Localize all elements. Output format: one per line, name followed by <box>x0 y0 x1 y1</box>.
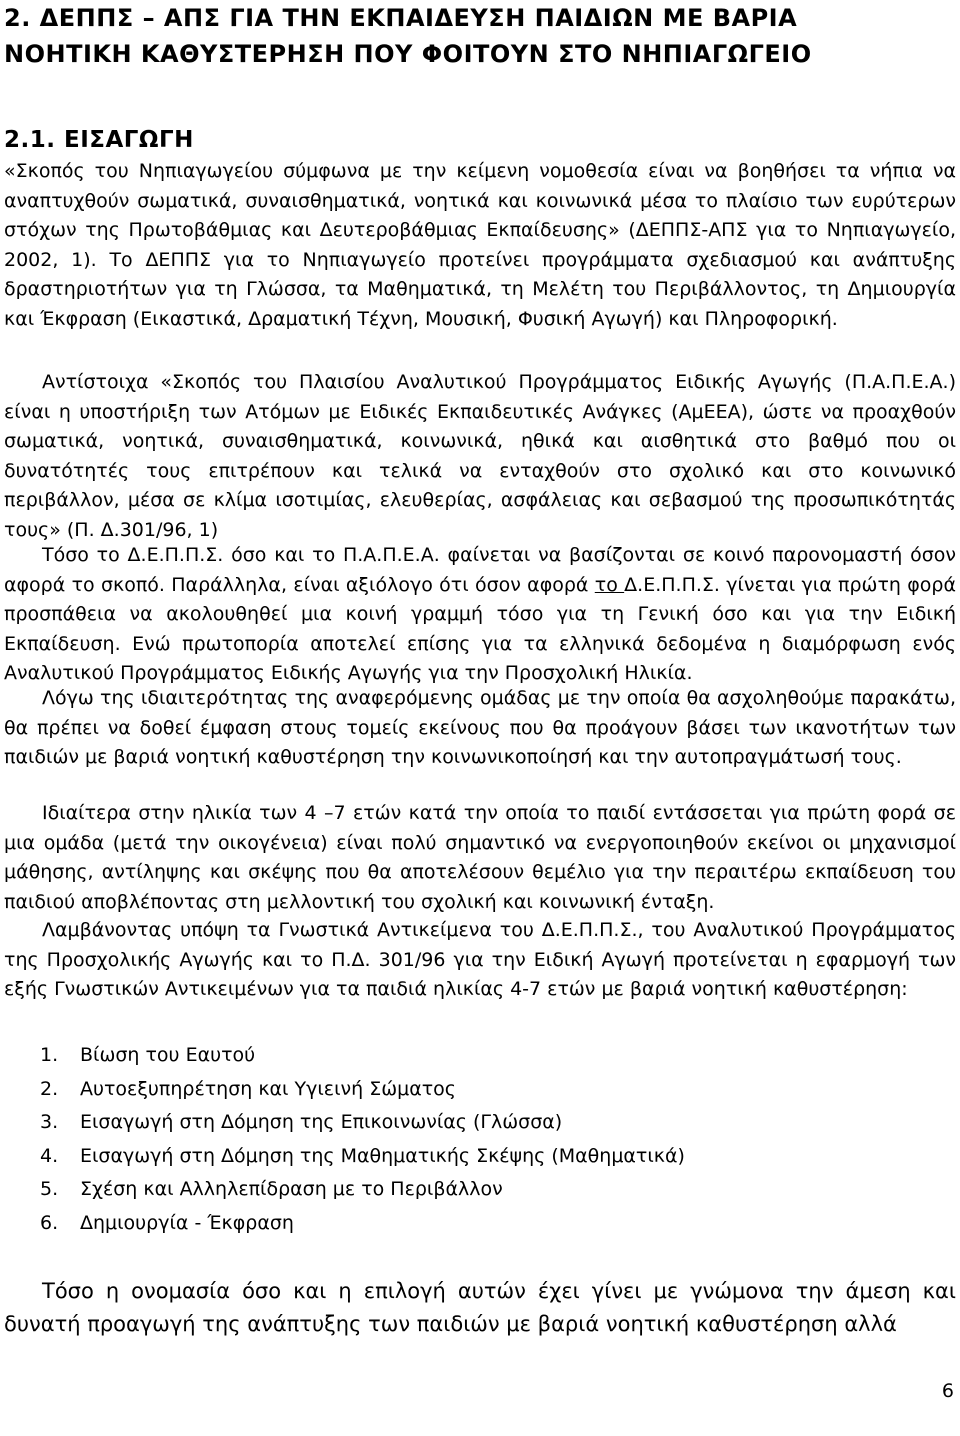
paragraph-comparison-text-a: Τόσο το Δ.Ε.Π.Π.Σ. όσο και το Π.Α.Π.Ε.Α. φαίνεται να βασίζονται σε κοινό παρονομαστή όσον αφορά το σκοπό. Παράλληλα, είναι αξιόλογο ότι όσον αφορά <box>4 544 956 596</box>
paragraph-papea: Αντίστοιχα «Σκοπός του Πλαισίου Αναλυτικού Προγράμματος Ειδικής Αγωγής (Π.Α.Π.Ε.Α.) είναι η υποστήριξη των Ατόμων με Ειδικές Εκπαιδευτικές Ανάγκες (ΑμΕΕΑ), ώστε να προαχθούν σωματικά, νοητικά, συναισθηματικά, κοινωνικά, ηθικά και αισθητικά στο βαθμό που οι δυνατότητές τους επιτρέπουν και τελικά να ενταχθούν στο σχολικό και στο κοινωνικό περιβάλλον, μέσα σε κλίμα ισοτιμίας, ελευθερίας, ασφάλειας και σεβασμού της προσωπικότητάς τους» (Π. Δ.301/96, 1) <box>4 371 956 541</box>
list-item-text: Δημιουργία - Έκφραση <box>80 1211 294 1234</box>
list-item-text: Εισαγωγή στη Δόμηση της Μαθηματικής Σκέψης (Μαθηματικά) <box>80 1144 685 1167</box>
chapter-title-line-2: ΝΟΗΤΙΚΗ ΚΑΘΥΣΤΕΡΗΣΗ ΠΟΥ ΦΟΙΤΟΥΝ ΣΤΟ ΝΗΠΙΑΓΩΓΕΙΟ <box>4 40 812 68</box>
list-item <box>40 1073 685 1107</box>
list-item <box>40 1173 685 1207</box>
list-item-number: 6. <box>40 1211 59 1234</box>
list-item <box>40 1106 685 1140</box>
underlined-text: το <box>594 573 625 596</box>
list-item <box>40 1140 685 1174</box>
list-item-text: Σχέση και Αλληλεπίδραση με το Περιβάλλον <box>80 1178 503 1201</box>
page-number: 6 <box>941 1380 954 1402</box>
list-item-number: 5. <box>40 1178 59 1201</box>
list-item-number: 1. <box>40 1044 59 1066</box>
list-item <box>40 1039 685 1073</box>
paragraph-intro: «Σκοπός του Νηπιαγωγείου σύμφωνα με την κείμενη νομοθεσία είναι να βοηθήσει τα νήπια να αναπτυχθούν σωματικά, συναισθηματικά, νοητικά και κοινωνικά μέσα το πλαίσιο των ευρύτερων στόχων της Πρωτοβάθμιας και Δευτεροβάθμιας Εκπαίδευσης» (ΔΕΠΠΣ-ΑΠΣ για το Νηπιαγωγείο, 2002, 1). Το ΔΕΠΠΣ για το Νηπιαγωγείο προτείνει προγράμματα σχεδιασμού και ανάπτυξης δραστηριοτήτων για τη Γλώσσα, τα Μαθηματικά, τη Μελέτη του Περιβάλλοντος, τη Δημιουργία και Έκφραση (Εικαστικά, Δραματική Τέχνη, Μουσική, Φυσική Αγωγή) και Πληροφορική. <box>4 160 956 330</box>
list-item-text: Βίωση του Εαυτού <box>80 1044 256 1066</box>
list-item-number: 3. <box>40 1111 59 1134</box>
list-item-number: 2. <box>40 1077 59 1100</box>
list-item-number: 4. <box>40 1144 59 1167</box>
paragraph-age-group: Ιδιαίτερα στην ηλικία των 4 –7 ετών κατά την οποία το παιδί εντάσσεται για πρώτη φορά σε μια ομάδα (μετά την οικογένεια) είναι πολύ σημαντικό να ενεργοποιηθούν εκείνοι οι μηχανισμοί μάθησης, αντίληψης και σκέψης που θα αποτελέσουν θεμέλιο για την περαιτέρω εκπαίδευση του παιδιού αποβλέποντας στη μελλοντική του σχολική και κοινωνική ένταξη. <box>4 802 956 913</box>
paragraph-emphasis: Λόγω της ιδιαιτερότητας της αναφερόμενης ομάδας με την οποία θα ασχοληθούμε παρακάτω, θα πρέπει να δοθεί έμφαση στους τομείς εκείνους που θα προάγουν βάσει των ικανοτήτων των παιδιών με βαριά νοητική καθυστέρηση την κοινωνικοποίησή και την αυτοπραγμάτωσή τους. <box>4 687 956 768</box>
paragraph-comparison <box>4 541 956 689</box>
paragraph-comparison-text-b: Δ.Ε.Π.Π.Σ. γίνεται για πρώτη φορά προσπάθεια να ακολουθηθεί μια κοινή γραμμή τόσο για τη Γενική όσο και για την Ειδική Εκπαίδευση. Ενώ πρωτοπορία αποτελεί επίσης για τα ελληνικά δεδομένα η διαμόρφωση ενός Αναλυτικού Προγράμματος Ειδικής Αγωγής για την Προσχολική Ηλικία. <box>4 573 956 684</box>
chapter-title-line-1: 2. ΔΕΠΠΣ – ΑΠΣ ΓΙΑ ΤΗΝ ΕΚΠΑΙΔΕΥΣΗ ΠΑΙΔΙΩΝ ΜΕ ΒΑΡΙΑ <box>4 4 798 32</box>
section-title: 2.1. ΕΙΣΑΓΩΓΗ <box>4 127 194 153</box>
list-item <box>40 1207 685 1241</box>
paragraph-closing: Τόσο η ονομασία όσο και η επιλογή αυτών έχει γίνει με γνώμονα την άμεση και δυνατή προαγωγή της ανάπτυξης των παιδιών με βαριά νοητική καθυστέρηση αλλά <box>4 1279 956 1336</box>
paragraph-subjects-intro: Λαμβάνοντας υπόψη τα Γνωστικά Αντικείμενα του Δ.Ε.Π.Π.Σ., του Αναλυτικού Προγράμματος της Προσχολικής Αγωγής και το Π.Δ. 301/96 για την Ειδική Αγωγή προτείνεται η εφαρμογή των εξής Γνωστικών Αντικειμένων για τα παιδιά ηλικίας 4-7 ετών με βαριά νοητική καθυστέρηση: <box>4 919 956 1000</box>
subjects-list <box>40 1039 685 1241</box>
list-item-text: Εισαγωγή στη Δόμηση της Επικοινωνίας (Γλώσσα) <box>80 1111 563 1134</box>
list-item-text: Αυτοεξυπηρέτηση και Υγιεινή Σώματος <box>80 1077 456 1100</box>
